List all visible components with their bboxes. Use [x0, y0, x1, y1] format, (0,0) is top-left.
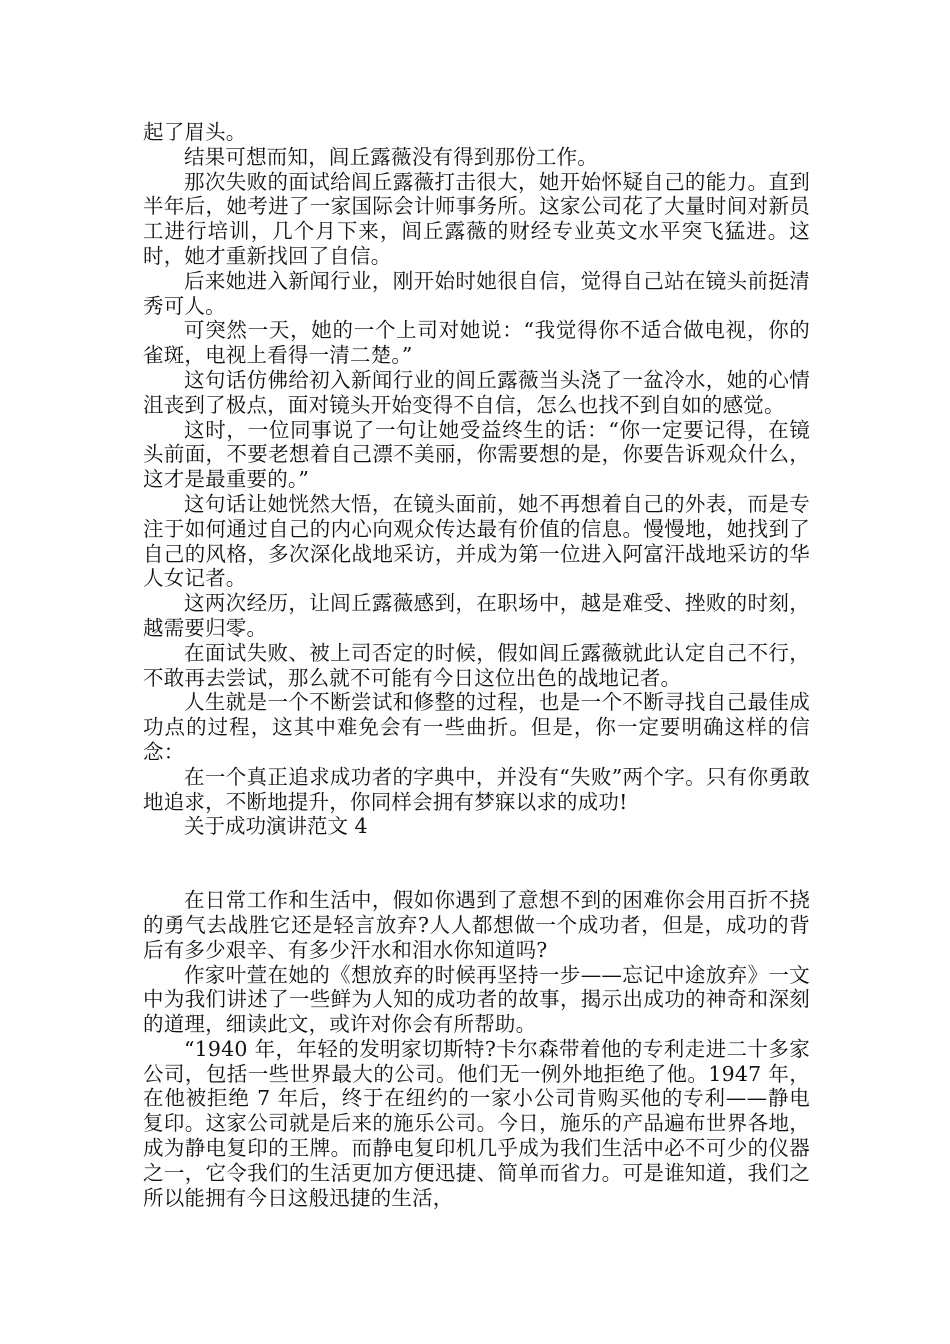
paragraph: 在日常工作和生活中，假如你遇到了意想不到的困难你会用百折不挠的勇气去战胜它还是轻言放弃?人人都想做一个成功者，但是，成功的背后有多少艰辛、有多少汗水和泪水你知道吗? [143, 888, 810, 962]
paragraph: “1940 年，年轻的发明家切斯特?卡尔森带着他的专利走进二十多家公司，包括一些世界最大的公司。他们无一例外地拒绝了他。1947 年，在他被拒绝 7 年后，终于在纽约的一家小公司肯购买他的专利——静电复印。这家公司就是后来的施乐公司。今日，施乐的产品遍布世界各地，成为静电复印的王牌。而静电复印机几乎成为我们生活中必不可少的仪器之一，它令我们的生活更加方便迅捷、简单而省力。可是谁知道，我们之所以能拥有今日这般迅捷的生活， [143, 1036, 810, 1210]
paragraph: 在一个真正追求成功者的字典中，并没有“失败”两个字。只有你勇敢地追求，不断地提升，你同样会拥有梦寐以求的成功! [143, 764, 810, 814]
paragraph: 可突然一天，她的一个上司对她说：“我觉得你不适合做电视，你的雀斑，电视上看得一清二楚。” [143, 318, 810, 368]
paragraph: 起了眉头。 [143, 120, 247, 144]
paragraph: 在面试失败、被上司否定的时候，假如闾丘露薇就此认定自己不行，不敢再去尝试，那么就不可能有今日这位出色的战地记者。 [143, 640, 810, 690]
paragraph: 那次失败的面试给闾丘露薇打击很大，她开始怀疑自己的能力。直到半年后，她考进了一家国际会计师事务所。这家公司花了大量时间对新员工进行培训，几个月下来，闾丘露薇的财经专业英文水平突飞猛进。这时，她才重新找回了自信。 [143, 169, 810, 268]
paragraph: 作家叶萱在她的《想放弃的时候再坚持一步——忘记中途放弃》一文中为我们讲述了一些鲜为人知的成功者的故事，揭示出成功的神奇和深刻的道理，细读此文，或许对你会有所帮助。 [143, 962, 810, 1037]
paragraph: 人生就是一个不断尝试和修整的过程，也是一个不断寻找自己最佳成功点的过程，这其中难免会有一些曲折。但是，你一定要明确这样的信念： [143, 690, 810, 764]
paragraph: 这句话让她恍然大悟，在镜头面前，她不再想着自己的外表，而是专注于如何通过自己的内心向观众传达最有价值的信息。慢慢地，她找到了自己的风格，多次深化战地采访，并成为第一位进入阿富汗战地采访的华人女记者。 [143, 491, 810, 591]
paragraph: 结果可想而知，闾丘露薇没有得到那份工作。 [184, 144, 598, 169]
section-heading: 关于成功演讲范文 4 [184, 814, 368, 839]
paragraph: 这两次经历，让闾丘露薇感到，在职场中，越是难受、挫败的时刻，越需要归零。 [143, 591, 810, 640]
paragraph: 这时，一位同事说了一句让她受益终生的话：“你一定要记得，在镜头前面，不要老想着自己漂不美丽，你需要想的是，你要告诉观众什么，这才是最重要的。” [143, 417, 810, 492]
paragraph: 这句话仿佛给初入新闻行业的闾丘露薇当头浇了一盆冷水，她的心情沮丧到了极点，面对镜头开始变得不自信，怎么也找不到自如的感觉。 [143, 367, 810, 417]
paragraph: 后来她进入新闻行业，刚开始时她很自信，觉得自己站在镜头前挺清秀可人。 [143, 268, 810, 318]
blank-line [143, 839, 810, 888]
